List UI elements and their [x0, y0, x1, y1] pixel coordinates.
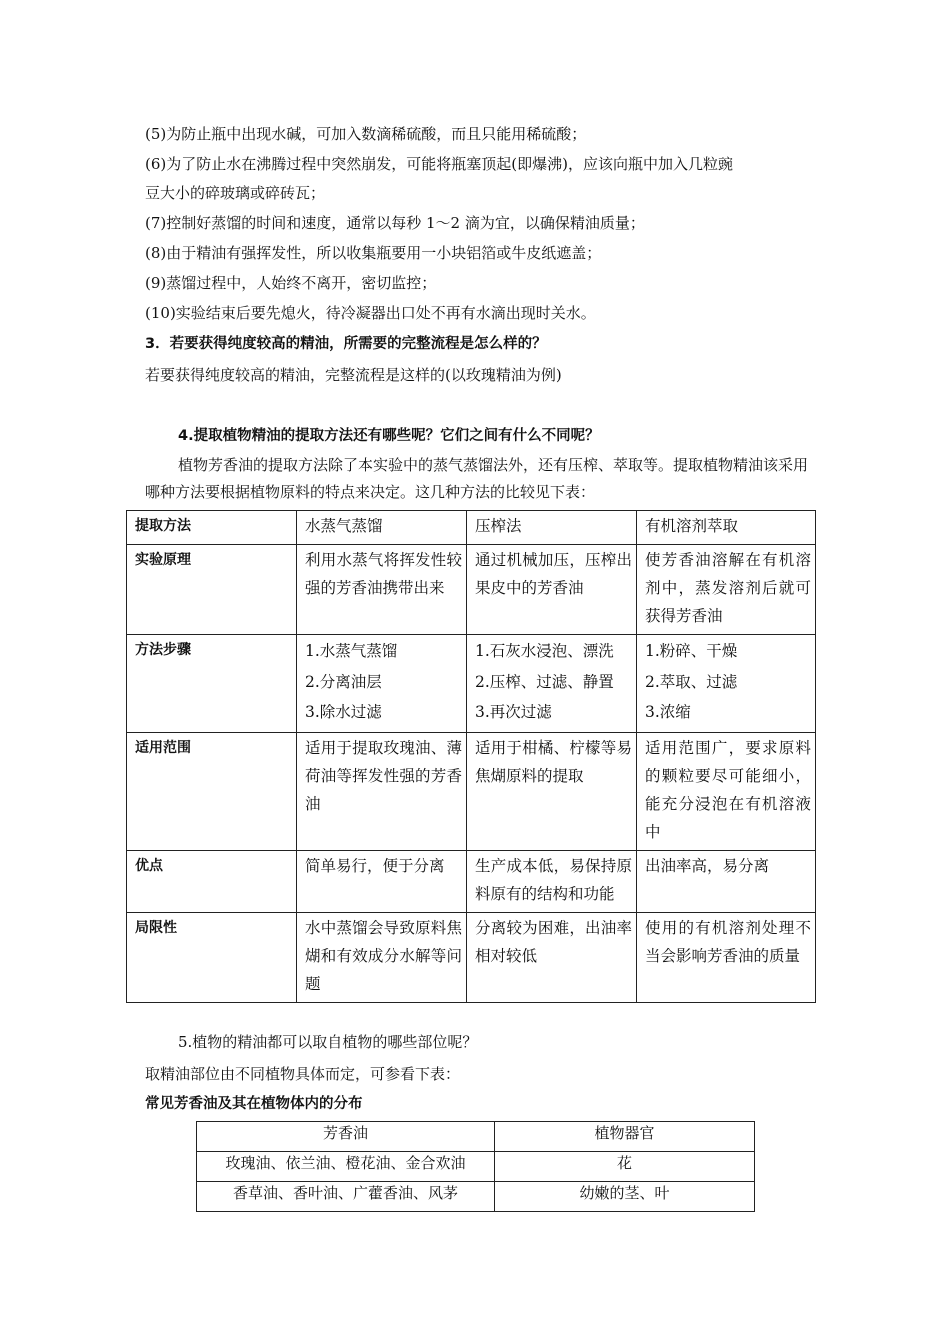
note-5: (5)为防止瓶中出现水碱，可加入数滴稀硫酸，而且只能用稀硫酸；: [145, 125, 587, 143]
table-cell: 水中蒸馏会导致原料焦煳和有效成分水解等问题: [297, 912, 467, 1002]
row-label: 适用范围: [127, 732, 297, 850]
table-header-row: [127, 511, 816, 545]
row-label: 方法步骤: [127, 635, 297, 733]
row-label: 实验原理: [127, 545, 297, 635]
table-header-row: [197, 1122, 755, 1152]
table-cell: 利用水蒸气将挥发性较强的芳香油携带出来: [297, 545, 467, 635]
table-cell: 适用范围广，要求原料的颗粒要尽可能细小，能充分浸泡在有机溶液中: [637, 732, 816, 850]
table-cell: 简单易行，便于分离: [297, 850, 467, 912]
table-header-cell: 提取方法: [127, 511, 297, 545]
oil-distribution-table: [196, 1121, 755, 1212]
table-cell: 适用于提取玫瑰油、薄荷油等挥发性强的芳香油: [297, 732, 467, 850]
table-cell: 通过机械加压，压榨出果皮中的芳香油: [467, 545, 637, 635]
distribution-table-title: 常见芳香油及其在植物体内的分布: [145, 1096, 363, 1112]
question-4-title: 4.提取植物精油的提取方法还有哪些呢？它们之间有什么不同呢？: [178, 428, 600, 444]
row-label: 局限性: [127, 912, 297, 1002]
table-row: [127, 850, 816, 912]
extraction-method-table: [126, 510, 816, 1003]
table-cell: 使芳香油溶解在有机溶剂中，蒸发溶剂后就可获得芳香油: [637, 545, 816, 635]
row-label: 优点: [127, 850, 297, 912]
question-3-title: 3．若要获得纯度较高的精油，所需要的完整流程是怎么样的？: [145, 336, 547, 352]
table-cell: 适用于柑橘、柠檬等易焦煳原料的提取: [467, 732, 637, 850]
table-row: [197, 1182, 755, 1212]
table-cell: 香草油、香叶油、广藿香油、风茅: [197, 1182, 495, 1212]
table-cell: 生产成本低，易保持原料原有的结构和功能: [467, 850, 637, 912]
table-header-cell: 水蒸气蒸馏: [297, 511, 467, 545]
table-cell: 出油率高，易分离: [637, 850, 816, 912]
table-cell: 1.石灰水浸泡、漂洗 2.压榨、过滤、静置 3.再次过滤: [467, 635, 637, 733]
note-6-cont: 豆大小的碎玻璃或碎砖瓦；: [145, 184, 326, 202]
table-cell: 1.水蒸气蒸馏 2.分离油层 3.除水过滤: [297, 635, 467, 733]
table-row: [127, 545, 816, 635]
note-6: (6)为了防止水在沸腾过程中突然崩发，可能将瓶塞顶起(即爆沸)，应该向瓶中加入几粒豌: [145, 155, 733, 173]
note-8: (8)由于精油有强挥发性，所以收集瓶要用一小块铝箔或牛皮纸遮盖；: [145, 244, 602, 262]
question-5-title: 5.植物的精油都可以取自植物的哪些部位呢？: [178, 1033, 478, 1051]
table-row: [127, 635, 816, 733]
table-header-cell: 有机溶剂萃取: [637, 511, 816, 545]
question-3-answer: 若要获得纯度较高的精油，完整流程是这样的(以玫瑰精油为例): [145, 366, 562, 384]
table-cell: 使用的有机溶剂处理不当会影响芳香油的质量: [637, 912, 816, 1002]
table-row: [127, 912, 816, 1002]
table-row: [197, 1152, 755, 1182]
note-10: (10)实验结束后要先熄火，待冷凝器出口处不再有水滴出现时关水。: [145, 304, 596, 322]
table-row: [127, 732, 816, 850]
table-cell: 分离较为困难，出油率相对较低: [467, 912, 637, 1002]
table-header-cell: 植物器官: [495, 1122, 755, 1152]
table-cell: 1.粉碎、干燥 2.萃取、过滤 3.浓缩: [637, 635, 816, 733]
question-4-paragraph: 植物芳香油的提取方法除了本实验中的蒸气蒸馏法外，还有压榨、萃取等。提取植物精油该采用哪种方法要根据植物原料的特点来决定。这几种方法的比较见下表：: [145, 456, 809, 501]
question-5-answer: 取精油部位由不同植物具体而定，可参看下表：: [145, 1065, 461, 1083]
table-cell: 花: [495, 1152, 755, 1182]
note-9: (9)蒸馏过程中，人始终不离开，密切监控；: [145, 274, 437, 292]
note-7: (7)控制好蒸馏的时间和速度，通常以每秒 1～2 滴为宜，以确保精油质量；: [145, 214, 645, 232]
table-header-cell: 芳香油: [197, 1122, 495, 1152]
table-header-cell: 压榨法: [467, 511, 637, 545]
table-cell: 玫瑰油、依兰油、橙花油、金合欢油: [197, 1152, 495, 1182]
table-cell: 幼嫩的茎、叶: [495, 1182, 755, 1212]
